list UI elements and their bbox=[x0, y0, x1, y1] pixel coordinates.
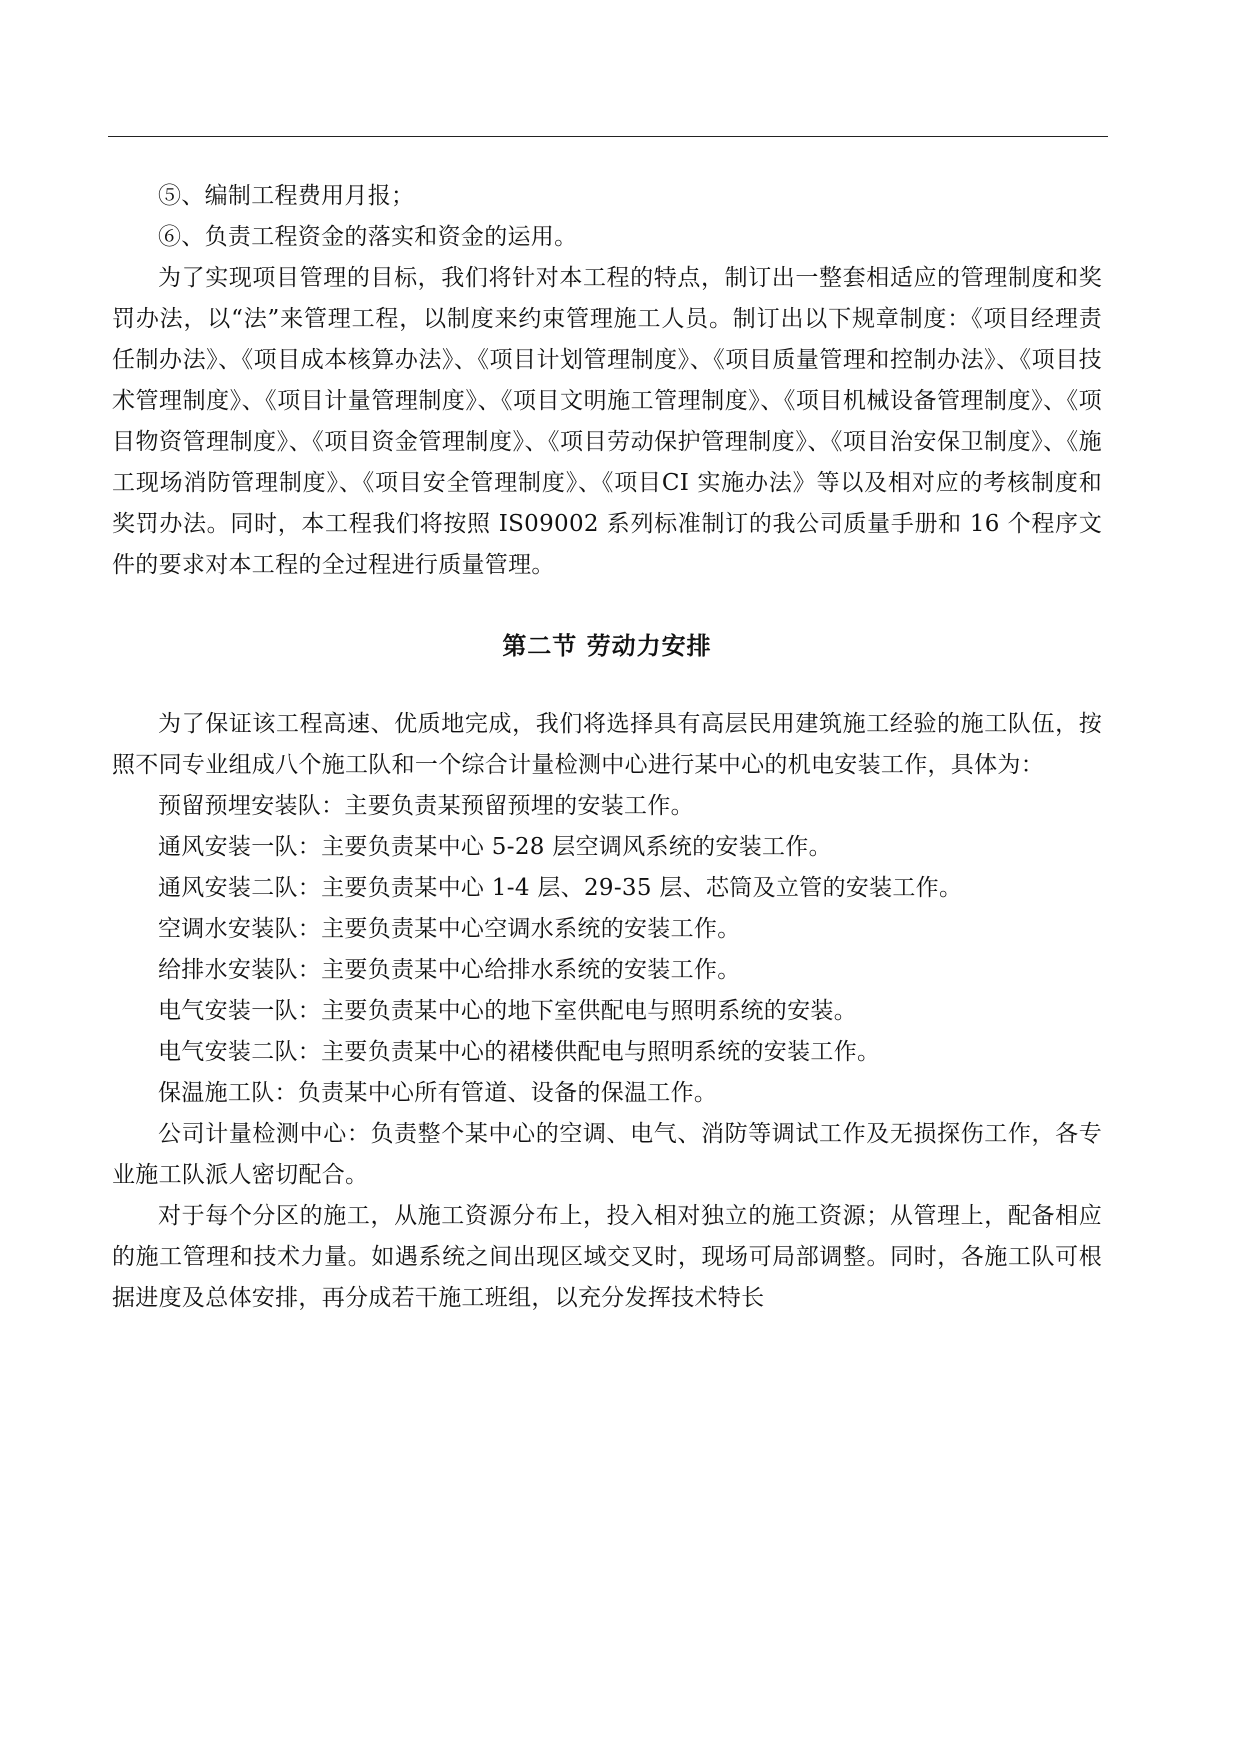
team-electrical-2: 电气安装二队：主要负责某中心的裙楼供配电与照明系统的安装工作。 bbox=[158, 1039, 881, 1065]
list-item-6: ⑥、负责工程资金的落实和资金的运用。 bbox=[158, 224, 578, 250]
team-insulation: 保温施工队：负责某中心所有管道、设备的保温工作。 bbox=[158, 1080, 718, 1106]
team-electrical-1: 电气安装一队：主要负责某中心的地下室供配电与照明系统的安装。 bbox=[158, 998, 857, 1024]
team-plumbing: 给排水安装队：主要负责某中心给排水系统的安装工作。 bbox=[158, 957, 741, 983]
zone-construction-paragraph: 对于每个分区的施工，从施工资源分布上，投入相对独立的施工资源；从管理上，配备相应的施工管理和技术力量。如遇系统之间出现区域交叉时，现场可局部调整。同时，各施工队可根据进度及总体安排，再分成若干施工班组，以充分发挥技术特长 bbox=[112, 1203, 1102, 1311]
list-item-5: ⑤、编制工程费用月报； bbox=[158, 183, 415, 209]
header-rule bbox=[108, 136, 1108, 137]
labor-intro-paragraph: 为了保证该工程高速、优质地完成，我们将选择具有高层民用建筑施工经验的施工队伍，按照不同专业组成八个施工队和一个综合计量检测中心进行某中心的机电安装工作，具体为： bbox=[112, 711, 1102, 778]
team-testing-center: 公司计量检测中心：负责整个某中心的空调、电气、消防等调试工作及无损探伤工作，各专业施工队派人密切配合。 bbox=[112, 1121, 1102, 1188]
team-hvac-water: 空调水安装队：主要负责某中心空调水系统的安装工作。 bbox=[158, 916, 741, 942]
team-ventilation-2: 通风安装二队：主要负责某中心 1-4 层、29-35 层、芯筒及立管的安装工作。 bbox=[158, 875, 963, 901]
team-embedded-installation: 预留预埋安装队：主要负责某预留预埋的安装工作。 bbox=[158, 793, 694, 819]
section-title: 第二节 劳动力安排 bbox=[502, 632, 712, 660]
management-system-paragraph: 为了实现项目管理的目标，我们将针对本工程的特点，制订出一整套相适应的管理制度和奖罚办法，以“法”来管理工程，以制度来约束管理施工人员。制订出以下规章制度：《项目经理责任制办法》、《项目成本核算办法》、《项目计划管理制度》、《项目质量管理和控制办法》、《项目技术管理制度》、《项目计量管理制度》、《项目文明施工管理制度》、《项目机械设备管理制度》、《项目物资管理制度》、《项目资金管理制度》、《项目劳动保护管理制度》、《项目治安保卫制度》、《施工现场消防管理制度》、《项目安全管理制度》、《项目CI 实施办法》等以及相对应的考核制度和奖罚办法。同时，本工程我们将按照 IS09002 系列标准制订的我公司质量手册和 16 个程序文件的要求对本工程的全过程进行质量管理。 bbox=[112, 265, 1102, 578]
document-body bbox=[112, 176, 1102, 1319]
team-ventilation-1: 通风安装一队：主要负责某中心 5-28 层空调风系统的安装工作。 bbox=[158, 834, 832, 860]
